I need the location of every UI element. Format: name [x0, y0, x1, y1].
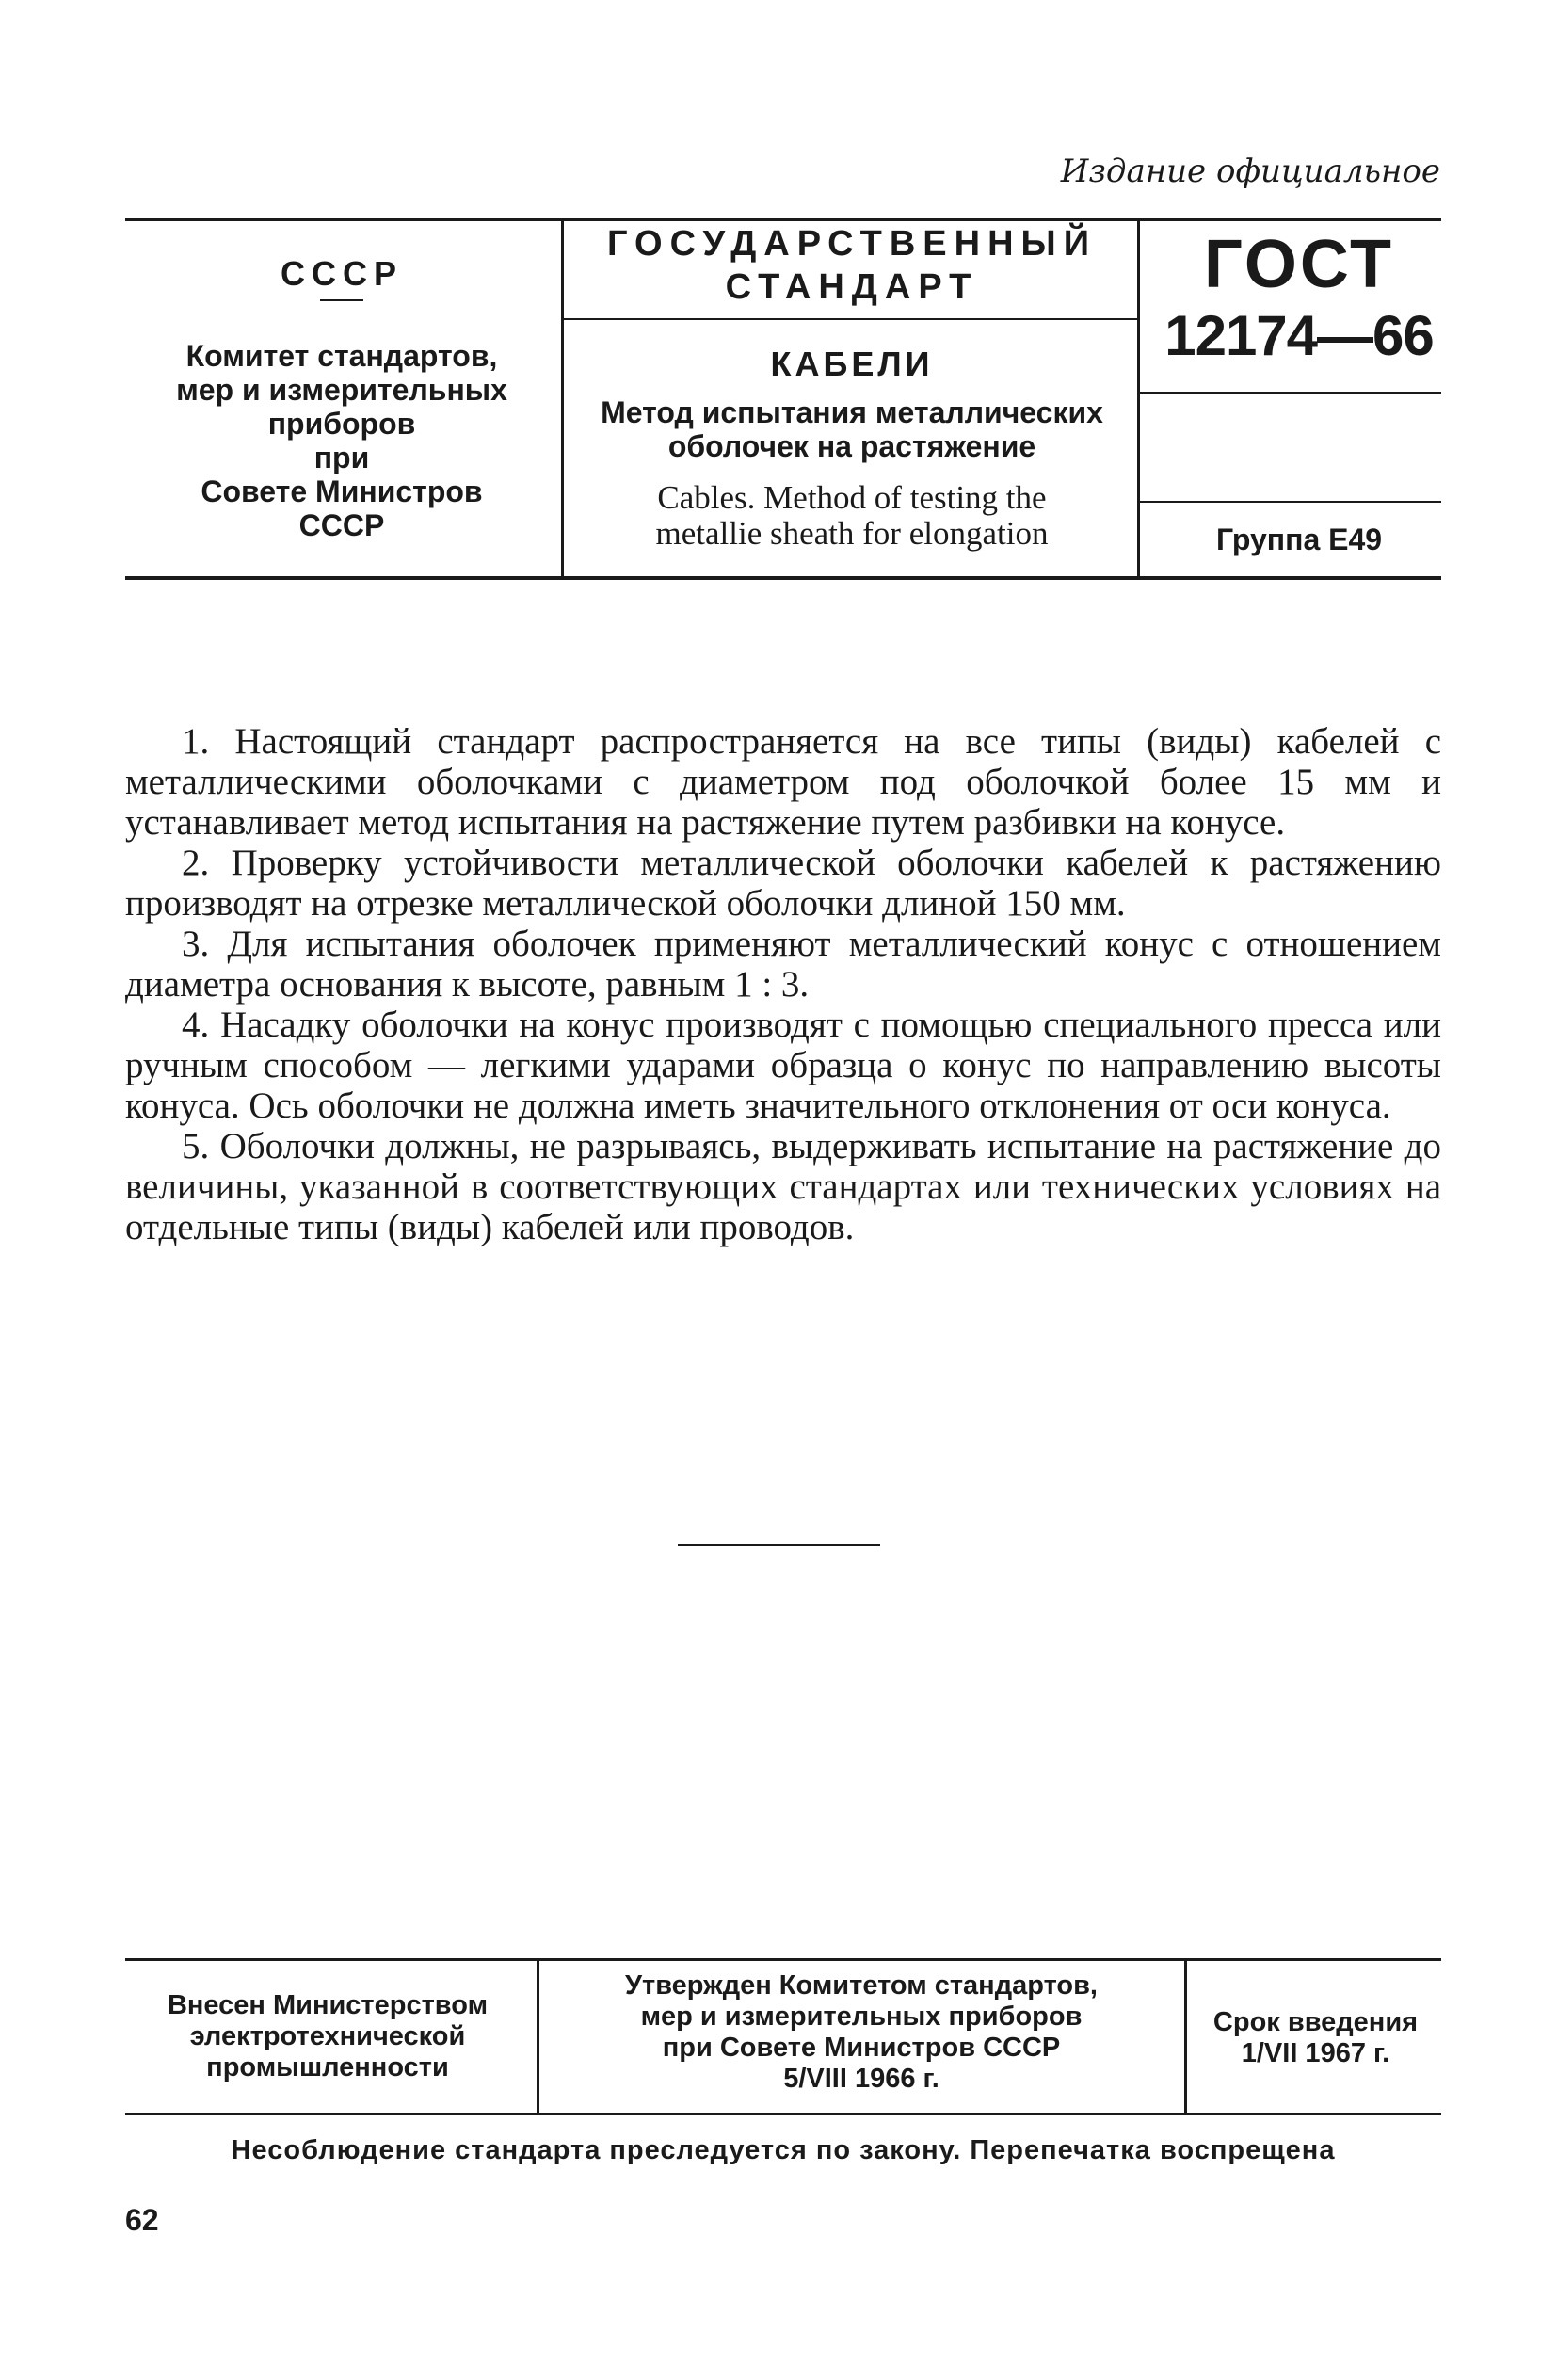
- approved-line: мер и измерительных приборов: [640, 2002, 1083, 2032]
- header-gost-rule-2: [1140, 501, 1441, 503]
- introduced-line: промышленности: [206, 2052, 449, 2082]
- approved-by: [546, 1970, 1177, 2095]
- footer-top-rule: [125, 1958, 1441, 1961]
- paragraph: 1. Настоящий стандарт распространяется на все типы (виды) кабелей с металлическими оболочками с диаметром под оболочкой более 15 мм и устанавливает метод испытания на растяжение путем разбивки на конусе.: [125, 721, 1441, 843]
- method-ru-line: оболочек на растяжение: [667, 429, 1036, 463]
- method-title-en: [565, 480, 1139, 552]
- method-title-ru: [565, 395, 1139, 463]
- ussr-label: СССР: [280, 254, 403, 293]
- footer-bottom-rule: [125, 2113, 1441, 2115]
- method-en-line: metallie sheath for elongation: [655, 515, 1049, 552]
- footer-vline-left: [537, 1958, 539, 2113]
- approved-line: Утвержден Комитетом стандартов,: [624, 1970, 1098, 2001]
- effective-date: [1191, 2007, 1440, 2069]
- standard-type: [565, 222, 1139, 309]
- method-en-line: Cables. Method of testing the: [657, 479, 1047, 516]
- page-number: 62: [125, 2203, 159, 2237]
- introduced-line: электротехнической: [189, 2021, 466, 2051]
- gost-label: ГОСТ: [1203, 227, 1395, 302]
- committee-name: [125, 339, 558, 542]
- header-mid-rule: [564, 318, 1137, 320]
- effective-line: Срок введения: [1212, 2007, 1419, 2037]
- legal-notice: Несоблюдение стандарта преследуется по закону. Перепечатка воспрещена: [231, 2135, 1336, 2165]
- committee-line: приборов: [267, 407, 416, 441]
- gost-number: 12174—66: [1164, 304, 1434, 367]
- approved-line: при Совете Министров СССР: [662, 2033, 1061, 2063]
- header-vline-left: [561, 218, 564, 578]
- header-bottom-rule: [125, 576, 1441, 580]
- committee-line: мер и измерительных: [176, 373, 507, 407]
- section-separator: [678, 1544, 880, 1546]
- standard-type-line: СТАНДАРТ: [725, 267, 979, 307]
- body-text: [125, 721, 1441, 1247]
- header-gost-rule-1: [1140, 392, 1441, 394]
- document-title: КАБЕЛИ: [770, 345, 934, 383]
- committee-line: Совете Министров: [201, 474, 483, 508]
- committee-line: при: [313, 441, 370, 474]
- paragraph: 5. Оболочки должны, не разрываясь, выдерживать испытание на растяжение до величины, указанной в соответствующих стандартах или технических условиях на отдельные типы (виды) кабелей или проводов.: [125, 1126, 1441, 1247]
- committee-line: Комитет стандартов,: [185, 339, 498, 373]
- effective-line: 1/VII 1967 г.: [1241, 2038, 1390, 2068]
- introduced-by: [125, 1990, 530, 2083]
- introduced-line: Внесен Министерством: [167, 1990, 489, 2020]
- approved-line: 5/VIII 1966 г.: [783, 2064, 939, 2094]
- paragraph: 4. Насадку оболочки на конус производят с помощью специального пресса или ручным способом — легкими ударами образца о конус по направлению высоты конуса. Ось оболочки не должна иметь значительного отклонения от оси конуса.: [125, 1005, 1441, 1126]
- standard-type-line: ГОСУДАРСТВЕННЫЙ: [606, 224, 1098, 264]
- paragraph: 2. Проверку устойчивости металлической оболочки кабелей к растяжению производят на отрезке металлической оболочки длиной 150 мм.: [125, 843, 1441, 924]
- header-top-rule: [125, 218, 1441, 221]
- group-label: Группа E49: [1215, 523, 1383, 556]
- paragraph: 3. Для испытания оболочек применяют металлический конус с отношением диаметра основания к высоте, равным 1 : 3.: [125, 924, 1441, 1005]
- committee-line: СССР: [298, 508, 385, 542]
- ussr-dash: [320, 299, 363, 301]
- method-ru-line: Метод испытания металлических: [601, 395, 1103, 429]
- footer-vline-right: [1184, 1958, 1187, 2113]
- edition-label: Издание официальное: [1060, 153, 1440, 190]
